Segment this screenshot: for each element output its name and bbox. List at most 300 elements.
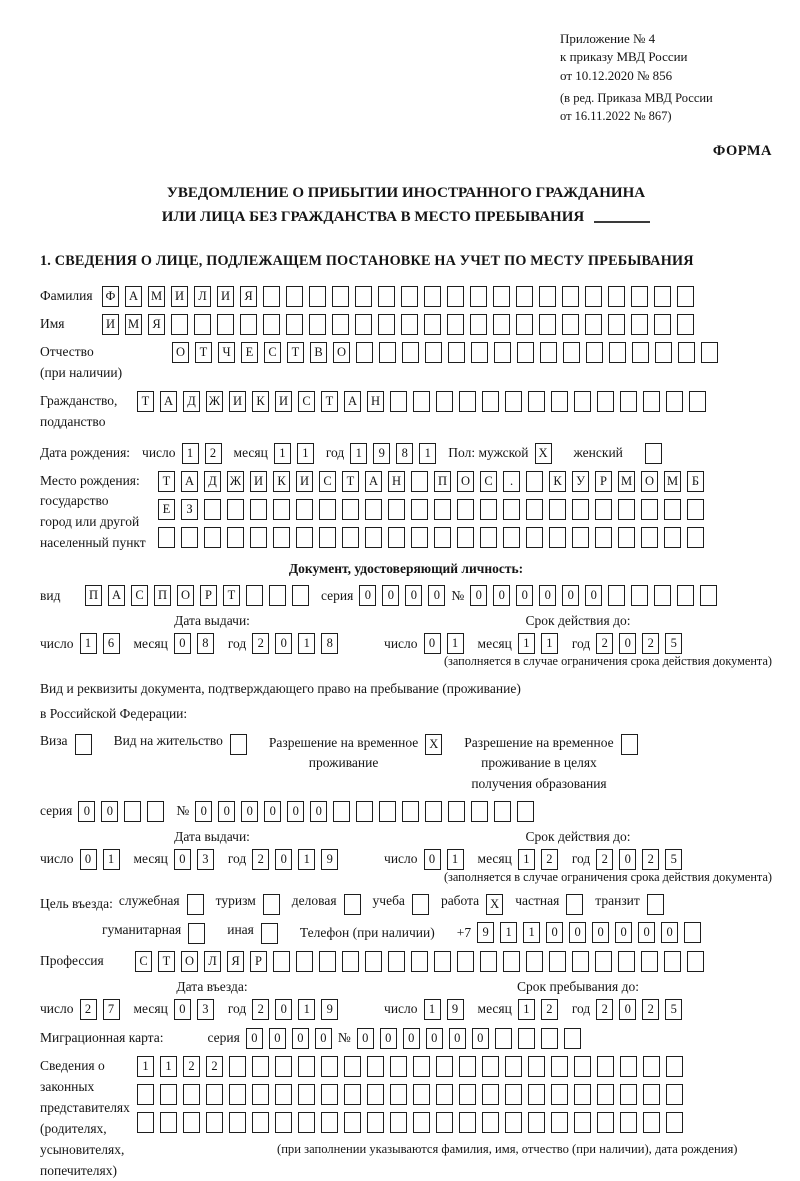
char-box[interactable]: 0: [449, 1028, 466, 1049]
char-box[interactable]: 8: [396, 443, 413, 464]
char-box[interactable]: О: [333, 342, 350, 363]
char-box[interactable]: И: [275, 391, 292, 412]
char-box[interactable]: [171, 314, 188, 335]
checkbox-tranzit[interactable]: [647, 894, 664, 915]
char-box[interactable]: 1: [350, 443, 367, 464]
char-box[interactable]: 3: [197, 999, 214, 1020]
char-box[interactable]: 9: [477, 922, 494, 943]
char-box[interactable]: С: [135, 951, 152, 972]
checkbox-rvp[interactable]: X: [425, 734, 442, 755]
char-box[interactable]: 9: [373, 443, 390, 464]
char-box[interactable]: Я: [148, 314, 165, 335]
char-box[interactable]: .: [503, 471, 520, 492]
char-box[interactable]: 1: [80, 633, 97, 654]
char-box[interactable]: 0: [661, 922, 678, 943]
char-box[interactable]: 0: [403, 1028, 420, 1049]
char-box[interactable]: [240, 314, 257, 335]
char-box[interactable]: [459, 1084, 476, 1105]
char-box[interactable]: 0: [380, 1028, 397, 1049]
char-box[interactable]: [654, 314, 671, 335]
char-box[interactable]: 9: [321, 999, 338, 1020]
char-box[interactable]: [480, 951, 497, 972]
char-box[interactable]: [480, 527, 497, 548]
char-box[interactable]: 1: [137, 1056, 154, 1077]
char-box[interactable]: 1: [297, 443, 314, 464]
char-box[interactable]: [342, 527, 359, 548]
char-box[interactable]: [275, 1056, 292, 1077]
char-box[interactable]: О: [457, 471, 474, 492]
char-box[interactable]: 0: [539, 585, 556, 606]
char-box[interactable]: 0: [585, 585, 602, 606]
char-box[interactable]: 0: [424, 633, 441, 654]
char-box[interactable]: Т: [137, 391, 154, 412]
char-box[interactable]: [160, 1084, 177, 1105]
char-box[interactable]: [206, 1084, 223, 1105]
char-box[interactable]: [572, 527, 589, 548]
char-box[interactable]: [540, 342, 557, 363]
char-box[interactable]: [411, 951, 428, 972]
char-box[interactable]: [402, 342, 419, 363]
char-box[interactable]: [401, 314, 418, 335]
char-box[interactable]: [269, 585, 286, 606]
char-box[interactable]: И: [102, 314, 119, 335]
char-box[interactable]: 9: [321, 849, 338, 870]
char-box[interactable]: Е: [158, 499, 175, 520]
char-box[interactable]: [436, 1084, 453, 1105]
char-box[interactable]: 2: [252, 999, 269, 1020]
char-box[interactable]: 2: [80, 999, 97, 1020]
char-box[interactable]: [551, 1112, 568, 1133]
char-box[interactable]: О: [177, 585, 194, 606]
char-box[interactable]: [516, 286, 533, 307]
char-box[interactable]: [229, 1112, 246, 1133]
char-box[interactable]: 0: [275, 849, 292, 870]
char-box[interactable]: [273, 951, 290, 972]
char-box[interactable]: А: [160, 391, 177, 412]
char-box[interactable]: 5: [665, 633, 682, 654]
char-box[interactable]: 0: [619, 633, 636, 654]
char-box[interactable]: [137, 1112, 154, 1133]
char-box[interactable]: С: [480, 471, 497, 492]
char-box[interactable]: [470, 286, 487, 307]
char-box[interactable]: [332, 314, 349, 335]
char-box[interactable]: [574, 1056, 591, 1077]
char-box[interactable]: [493, 286, 510, 307]
char-box[interactable]: [618, 951, 635, 972]
char-box[interactable]: [549, 527, 566, 548]
checkbox-inaya[interactable]: [261, 923, 278, 944]
char-box[interactable]: [549, 951, 566, 972]
char-box[interactable]: 5: [665, 849, 682, 870]
checkbox-sluzhebnaya[interactable]: [187, 894, 204, 915]
char-box[interactable]: О: [641, 471, 658, 492]
char-box[interactable]: [286, 286, 303, 307]
char-box[interactable]: Т: [223, 585, 240, 606]
char-box[interactable]: [275, 1112, 292, 1133]
char-box[interactable]: [505, 1112, 522, 1133]
char-box[interactable]: [618, 527, 635, 548]
char-box[interactable]: 8: [197, 633, 214, 654]
char-box[interactable]: [355, 314, 372, 335]
char-box[interactable]: [206, 1112, 223, 1133]
char-box[interactable]: [608, 314, 625, 335]
char-box[interactable]: [390, 391, 407, 412]
char-box[interactable]: [181, 527, 198, 548]
char-box[interactable]: [551, 1056, 568, 1077]
char-box[interactable]: [286, 314, 303, 335]
char-box[interactable]: [526, 951, 543, 972]
char-box[interactable]: 1: [447, 633, 464, 654]
char-box[interactable]: [585, 314, 602, 335]
char-box[interactable]: [526, 499, 543, 520]
char-box[interactable]: [597, 391, 614, 412]
char-box[interactable]: [684, 922, 701, 943]
checkbox-vnzh[interactable]: [230, 734, 247, 755]
char-box[interactable]: [319, 527, 336, 548]
char-box[interactable]: О: [172, 342, 189, 363]
char-box[interactable]: 0: [359, 585, 376, 606]
char-box[interactable]: [666, 1084, 683, 1105]
char-box[interactable]: Ж: [206, 391, 223, 412]
char-box[interactable]: [434, 951, 451, 972]
char-box[interactable]: [677, 286, 694, 307]
char-box[interactable]: [664, 527, 681, 548]
char-box[interactable]: [654, 286, 671, 307]
char-box[interactable]: [298, 1084, 315, 1105]
char-box[interactable]: 0: [241, 801, 258, 822]
char-box[interactable]: 2: [252, 633, 269, 654]
char-box[interactable]: [252, 1084, 269, 1105]
char-box[interactable]: [482, 1084, 499, 1105]
char-box[interactable]: [296, 499, 313, 520]
char-box[interactable]: [620, 1056, 637, 1077]
char-box[interactable]: 1: [274, 443, 291, 464]
char-box[interactable]: 0: [101, 801, 118, 822]
char-box[interactable]: [344, 1056, 361, 1077]
char-box[interactable]: [641, 499, 658, 520]
char-box[interactable]: [687, 527, 704, 548]
char-box[interactable]: [677, 585, 694, 606]
char-box[interactable]: 2: [642, 999, 659, 1020]
char-box[interactable]: 1: [298, 849, 315, 870]
char-box[interactable]: [321, 1112, 338, 1133]
char-box[interactable]: К: [252, 391, 269, 412]
char-box[interactable]: [158, 527, 175, 548]
char-box[interactable]: 0: [426, 1028, 443, 1049]
char-box[interactable]: 1: [447, 849, 464, 870]
char-box[interactable]: 0: [638, 922, 655, 943]
char-box[interactable]: [250, 499, 267, 520]
char-box[interactable]: [654, 585, 671, 606]
char-box[interactable]: [608, 286, 625, 307]
char-box[interactable]: [595, 499, 612, 520]
char-box[interactable]: [342, 951, 359, 972]
char-box[interactable]: Н: [388, 471, 405, 492]
char-box[interactable]: [413, 1084, 430, 1105]
char-box[interactable]: [298, 1056, 315, 1077]
char-box[interactable]: [574, 1084, 591, 1105]
char-box[interactable]: [390, 1056, 407, 1077]
char-box[interactable]: [595, 527, 612, 548]
char-box[interactable]: [664, 499, 681, 520]
char-box[interactable]: [482, 391, 499, 412]
char-box[interactable]: 0: [218, 801, 235, 822]
char-box[interactable]: С: [131, 585, 148, 606]
char-box[interactable]: 0: [562, 585, 579, 606]
char-box[interactable]: 0: [269, 1028, 286, 1049]
char-box[interactable]: Р: [250, 951, 267, 972]
char-box[interactable]: [425, 801, 442, 822]
char-box[interactable]: [319, 499, 336, 520]
char-box[interactable]: [447, 314, 464, 335]
char-box[interactable]: [252, 1056, 269, 1077]
checkbox-ucheba[interactable]: [412, 894, 429, 915]
char-box[interactable]: [505, 391, 522, 412]
char-box[interactable]: [411, 499, 428, 520]
char-box[interactable]: [608, 585, 625, 606]
char-box[interactable]: И: [229, 391, 246, 412]
char-box[interactable]: П: [434, 471, 451, 492]
char-box[interactable]: 2: [596, 999, 613, 1020]
char-box[interactable]: Д: [183, 391, 200, 412]
char-box[interactable]: 9: [447, 999, 464, 1020]
char-box[interactable]: Я: [227, 951, 244, 972]
char-box[interactable]: [355, 286, 372, 307]
char-box[interactable]: П: [85, 585, 102, 606]
char-box[interactable]: 7: [103, 999, 120, 1020]
char-box[interactable]: [459, 1112, 476, 1133]
char-box[interactable]: В: [310, 342, 327, 363]
char-box[interactable]: [402, 801, 419, 822]
char-box[interactable]: Т: [321, 391, 338, 412]
char-box[interactable]: З: [181, 499, 198, 520]
char-box[interactable]: [687, 499, 704, 520]
char-box[interactable]: [436, 1112, 453, 1133]
char-box[interactable]: 2: [596, 633, 613, 654]
char-box[interactable]: [689, 391, 706, 412]
char-box[interactable]: [482, 1112, 499, 1133]
char-box[interactable]: М: [125, 314, 142, 335]
char-box[interactable]: [388, 499, 405, 520]
char-box[interactable]: [597, 1084, 614, 1105]
char-box[interactable]: [586, 342, 603, 363]
checkbox-rabota[interactable]: X: [486, 894, 503, 915]
char-box[interactable]: 0: [472, 1028, 489, 1049]
char-box[interactable]: [528, 1056, 545, 1077]
char-box[interactable]: Ж: [227, 471, 244, 492]
char-box[interactable]: [227, 499, 244, 520]
char-box[interactable]: 0: [615, 922, 632, 943]
char-box[interactable]: [528, 391, 545, 412]
char-box[interactable]: [517, 342, 534, 363]
checkbox-turizm[interactable]: [263, 894, 280, 915]
char-box[interactable]: А: [365, 471, 382, 492]
char-box[interactable]: [551, 1084, 568, 1105]
char-box[interactable]: 0: [275, 999, 292, 1020]
char-box[interactable]: 0: [174, 999, 191, 1020]
char-box[interactable]: [273, 499, 290, 520]
char-box[interactable]: [296, 527, 313, 548]
char-box[interactable]: [229, 1084, 246, 1105]
char-box[interactable]: 0: [315, 1028, 332, 1049]
char-box[interactable]: [204, 499, 221, 520]
char-box[interactable]: [518, 1028, 535, 1049]
char-box[interactable]: [631, 286, 648, 307]
char-box[interactable]: [666, 391, 683, 412]
char-box[interactable]: Т: [158, 951, 175, 972]
checkbox-female[interactable]: [645, 443, 662, 464]
char-box[interactable]: 1: [523, 922, 540, 943]
char-box[interactable]: [390, 1112, 407, 1133]
char-box[interactable]: Л: [194, 286, 211, 307]
char-box[interactable]: 0: [470, 585, 487, 606]
char-box[interactable]: [528, 1084, 545, 1105]
char-box[interactable]: [597, 1112, 614, 1133]
char-box[interactable]: [643, 1056, 660, 1077]
char-box[interactable]: [124, 801, 141, 822]
char-box[interactable]: [333, 801, 350, 822]
char-box[interactable]: Ч: [218, 342, 235, 363]
char-box[interactable]: [365, 951, 382, 972]
char-box[interactable]: [539, 286, 556, 307]
char-box[interactable]: [585, 286, 602, 307]
checkbox-male[interactable]: X: [535, 443, 552, 464]
char-box[interactable]: [526, 527, 543, 548]
char-box[interactable]: [528, 1112, 545, 1133]
char-box[interactable]: [482, 1056, 499, 1077]
char-box[interactable]: 0: [78, 801, 95, 822]
char-box[interactable]: [495, 1028, 512, 1049]
char-box[interactable]: 1: [419, 443, 436, 464]
char-box[interactable]: Т: [158, 471, 175, 492]
char-box[interactable]: [436, 391, 453, 412]
char-box[interactable]: 0: [287, 801, 304, 822]
char-box[interactable]: [424, 286, 441, 307]
char-box[interactable]: [471, 342, 488, 363]
char-box[interactable]: 0: [569, 922, 586, 943]
char-box[interactable]: 2: [642, 849, 659, 870]
char-box[interactable]: 1: [103, 849, 120, 870]
char-box[interactable]: [344, 1084, 361, 1105]
char-box[interactable]: [379, 801, 396, 822]
char-box[interactable]: 0: [310, 801, 327, 822]
char-box[interactable]: С: [319, 471, 336, 492]
char-box[interactable]: 0: [424, 849, 441, 870]
char-box[interactable]: [447, 286, 464, 307]
char-box[interactable]: [516, 314, 533, 335]
char-box[interactable]: 5: [665, 999, 682, 1020]
char-box[interactable]: [631, 314, 648, 335]
char-box[interactable]: [229, 1056, 246, 1077]
char-box[interactable]: [379, 342, 396, 363]
char-box[interactable]: 2: [541, 999, 558, 1020]
char-box[interactable]: [275, 1084, 292, 1105]
char-box[interactable]: [160, 1112, 177, 1133]
char-box[interactable]: [564, 1028, 581, 1049]
char-box[interactable]: 0: [619, 849, 636, 870]
char-box[interactable]: М: [664, 471, 681, 492]
char-box[interactable]: [411, 471, 428, 492]
char-box[interactable]: 0: [493, 585, 510, 606]
checkbox-gumanitarnaya[interactable]: [188, 923, 205, 944]
char-box[interactable]: Р: [595, 471, 612, 492]
char-box[interactable]: 0: [546, 922, 563, 943]
char-box[interactable]: И: [296, 471, 313, 492]
char-box[interactable]: [620, 391, 637, 412]
char-box[interactable]: [620, 1112, 637, 1133]
char-box[interactable]: [505, 1056, 522, 1077]
char-box[interactable]: [457, 951, 474, 972]
char-box[interactable]: [252, 1112, 269, 1133]
char-box[interactable]: [480, 499, 497, 520]
char-box[interactable]: [700, 585, 717, 606]
char-box[interactable]: [664, 951, 681, 972]
char-box[interactable]: [147, 801, 164, 822]
char-box[interactable]: [618, 499, 635, 520]
char-box[interactable]: 0: [619, 999, 636, 1020]
char-box[interactable]: 0: [382, 585, 399, 606]
char-box[interactable]: [309, 314, 326, 335]
char-box[interactable]: У: [572, 471, 589, 492]
char-box[interactable]: 2: [206, 1056, 223, 1077]
char-box[interactable]: 1: [160, 1056, 177, 1077]
char-box[interactable]: 1: [541, 633, 558, 654]
char-box[interactable]: [503, 951, 520, 972]
char-box[interactable]: И: [217, 286, 234, 307]
char-box[interactable]: [378, 286, 395, 307]
char-box[interactable]: [632, 342, 649, 363]
char-box[interactable]: [413, 1112, 430, 1133]
char-box[interactable]: [319, 951, 336, 972]
char-box[interactable]: [574, 1112, 591, 1133]
char-box[interactable]: [666, 1056, 683, 1077]
char-box[interactable]: [597, 1056, 614, 1077]
char-box[interactable]: Д: [204, 471, 221, 492]
char-box[interactable]: И: [250, 471, 267, 492]
char-box[interactable]: 2: [183, 1056, 200, 1077]
char-box[interactable]: [250, 527, 267, 548]
char-box[interactable]: 0: [264, 801, 281, 822]
char-box[interactable]: [526, 471, 543, 492]
char-box[interactable]: [457, 499, 474, 520]
char-box[interactable]: [342, 499, 359, 520]
char-box[interactable]: [459, 1056, 476, 1077]
char-box[interactable]: [292, 585, 309, 606]
char-box[interactable]: К: [549, 471, 566, 492]
char-box[interactable]: [365, 527, 382, 548]
char-box[interactable]: [572, 499, 589, 520]
char-box[interactable]: [609, 342, 626, 363]
char-box[interactable]: А: [108, 585, 125, 606]
char-box[interactable]: [539, 314, 556, 335]
checkbox-delovaya[interactable]: [344, 894, 361, 915]
char-box[interactable]: [411, 527, 428, 548]
char-box[interactable]: С: [298, 391, 315, 412]
char-box[interactable]: [263, 286, 280, 307]
char-box[interactable]: А: [344, 391, 361, 412]
char-box[interactable]: М: [148, 286, 165, 307]
char-box[interactable]: О: [181, 951, 198, 972]
char-box[interactable]: [643, 1084, 660, 1105]
char-box[interactable]: [273, 527, 290, 548]
char-box[interactable]: Ф: [102, 286, 119, 307]
char-box[interactable]: [298, 1112, 315, 1133]
checkbox-chastnaya[interactable]: [566, 894, 583, 915]
char-box[interactable]: Т: [195, 342, 212, 363]
char-box[interactable]: К: [273, 471, 290, 492]
char-box[interactable]: [493, 314, 510, 335]
char-box[interactable]: [517, 801, 534, 822]
